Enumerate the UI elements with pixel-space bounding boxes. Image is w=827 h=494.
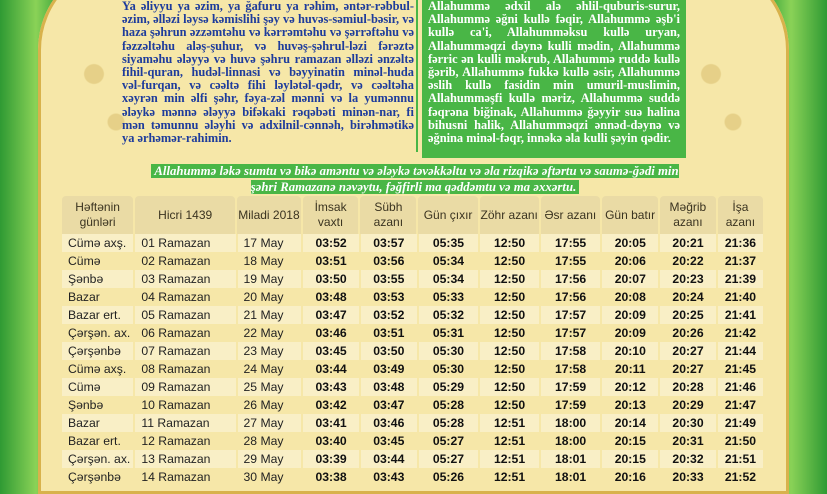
asr-time-cell: 18:00 [555,434,587,448]
sunset-time-cell: 20:16 [614,470,646,484]
weekday-cell: Şənbə [68,398,104,412]
fajr-time-cell: 03:48 [361,378,417,396]
table-row [62,414,765,432]
dhuhr-time-cell: 12:51 [480,450,539,468]
gregorian-date-cell: 30 May [243,470,284,484]
asr-time-cell: 17:56 [541,270,601,288]
dhuhr-time-cell: 12:51 [480,414,539,432]
isha-time-cell: 21:47 [724,398,757,412]
sunset-time-cell: 20:06 [614,254,646,268]
asr-time-cell: 17:58 [541,342,601,360]
sunrise-time-cell: 05:30 [419,342,479,360]
isha-time-cell: 21:46 [718,378,763,396]
iftar-intention-text: Allahummə ləkə sumtu və bikə aməntu və ələykə təvəkkəltu və əla rizqikə əftərtu və saumə-ğədi min şəhri Ramazanə nəvəytu, fəğfirli ma qəddəmtu və ma əxxərtu. [151,164,678,194]
ramadan-timetable [62,196,765,486]
hijri-date-cell: 11 Ramazan [135,414,235,432]
gregorian-date-cell: 17 May [238,234,302,252]
maghrib-time-cell: 20:28 [660,378,716,396]
isha-time-cell: 21:41 [718,306,763,324]
gregorian-date-cell: 21 May [238,306,302,324]
fajr-time-cell: 03:49 [373,362,405,376]
isha-time-cell: 21:49 [718,414,763,432]
maghrib-time-cell: 20:27 [660,342,716,360]
header-imsak: İmsak vaxtı [303,196,359,234]
sunrise-time-cell: 05:28 [419,414,479,432]
asr-time-cell: 18:01 [541,450,601,468]
asr-time-cell: 18:01 [555,470,587,484]
hijri-date-cell: 10 Ramazan [141,398,211,412]
weekday-cell: Bazar [68,290,100,304]
asr-time-cell: 17:58 [555,362,587,376]
imsak-time-cell: 03:44 [315,362,347,376]
hijri-date-cell: 08 Ramazan [141,362,211,376]
sunset-time-cell: 20:12 [602,378,658,396]
maghrib-time-cell: 20:33 [672,470,704,484]
table-row [62,360,765,378]
sunset-time-cell: 20:07 [602,270,658,288]
fajr-time-cell: 03:56 [373,254,405,268]
table-row [62,468,765,486]
dhuhr-time-cell: 12:50 [493,326,526,340]
hijri-date-cell: 02 Ramazan [141,254,211,268]
dhuhr-time-cell: 12:50 [493,290,526,304]
header-hijri: Hicri 1439 [135,196,235,234]
sunset-time-cell: 20:09 [614,326,646,340]
gregorian-date-cell: 18 May [243,254,284,268]
isha-time-cell: 21:50 [724,434,757,448]
dhuhr-time-cell: 12:51 [493,434,526,448]
fajr-time-cell: 03:51 [373,326,405,340]
fajr-time-cell: 03:46 [361,414,417,432]
sunset-time-cell: 20:08 [614,290,646,304]
sunset-time-cell: 20:15 [614,434,646,448]
sunset-time-cell: 20:14 [602,414,658,432]
isha-time-cell: 21:52 [724,470,757,484]
table-row [62,432,765,450]
isha-time-cell: 21:40 [724,290,757,304]
maghrib-time-cell: 20:29 [672,398,704,412]
fajr-time-cell: 03:50 [361,342,417,360]
hijri-date-cell: 03 Ramazan [135,270,235,288]
asr-time-cell: 17:56 [555,290,587,304]
sunrise-time-cell: 05:34 [432,254,465,268]
weekday-cell: Şənbə [62,270,133,288]
gregorian-date-cell: 25 May [238,378,302,396]
fajr-time-cell: 03:44 [361,450,417,468]
weekday-cell: Bazar [62,414,133,432]
sunset-time-cell: 20:13 [614,398,646,412]
asr-time-cell: 17:55 [555,254,587,268]
hijri-date-cell: 06 Ramazan [141,326,211,340]
prayer-divider [416,0,418,152]
dhuhr-time-cell: 12:50 [493,398,526,412]
hijri-date-cell: 07 Ramazan [135,342,235,360]
weekday-cell: Çərşənbə [68,470,121,484]
imsak-time-cell: 03:51 [315,254,347,268]
iftar-intention [150,163,680,195]
timetable-header [62,196,765,234]
imsak-time-cell: 03:40 [315,434,347,448]
sunset-time-cell: 20:10 [602,342,658,360]
gregorian-date-cell: 20 May [243,290,284,304]
maghrib-time-cell: 20:25 [660,306,716,324]
prayer-text-left: Ya əliyyu ya əzim, ya ğafuru ya rəhim, əntər-rəbbul-əzim, əlləzi ləysə kəmislihi şəy və huvəs-səmiul-bəsir, və haza şəhrun əzzəmtəhu və kərrəmtəhu və şərrəftəhu və fəzzəltəhu aləş-şuhur, və huvəş-şəhrul-ləzi fərəztə siyaməhu ələyyə və huvə şəhru ramazan əlləzi ənzəltə fihil-quran, hudəl-linnasi və bəyyinatin minəl-huda vəl-furqan, və cəəltə fihi ləylətəl-qədr, və cəəltəha xəyrən min əlfi şəhr, fəya-zəl mənni və la yumənnu ələykə mənnə ələyyə bifəkaki rəqəbəti minən-nar, fi mən təmunnu ələyhi və adxilnil-cənnəh, birəhmətikə ya ərhəmər-rahimin. [122,0,414,146]
imsak-time-cell: 03:47 [303,306,359,324]
gregorian-date-cell: 24 May [243,362,284,376]
weekday-cell: Çərşən. ax. [68,326,131,340]
weekday-cell: Cümə axş. [68,362,127,376]
asr-time-cell: 17:57 [541,306,601,324]
sunrise-time-cell: 05:33 [432,290,465,304]
imsak-time-cell: 03:41 [303,414,359,432]
fajr-time-cell: 03:43 [373,470,405,484]
gregorian-date-cell: 22 May [243,326,284,340]
imsak-time-cell: 03:38 [315,470,347,484]
sunrise-time-cell: 05:34 [419,270,479,288]
weekday-cell: Cümə axş. [62,234,133,252]
weekday-cell: Bazar ert. [68,434,121,448]
imsak-time-cell: 03:48 [315,290,347,304]
gregorian-date-cell: 29 May [238,450,302,468]
dhuhr-time-cell: 12:50 [480,378,539,396]
isha-time-cell: 21:45 [724,362,757,376]
fajr-time-cell: 03:57 [361,234,417,252]
dhuhr-time-cell: 12:50 [493,254,526,268]
imsak-time-cell: 03:43 [303,378,359,396]
header-asr: Əsr azanı [541,196,601,234]
sunrise-time-cell: 05:29 [419,378,479,396]
hijri-date-cell: 13 Ramazan [135,450,235,468]
maghrib-time-cell: 20:30 [660,414,716,432]
maghrib-time-cell: 20:31 [672,434,704,448]
table-row [62,252,765,270]
maghrib-time-cell: 20:27 [672,362,704,376]
hijri-date-cell: 09 Ramazan [135,378,235,396]
asr-time-cell: 17:59 [541,378,601,396]
maghrib-time-cell: 20:24 [672,290,704,304]
header-sunset: Gün batır [602,196,658,234]
weekday-cell: Çərşənbə [62,342,133,360]
fajr-time-cell: 03:53 [373,290,405,304]
timetable-body [62,234,765,486]
isha-time-cell: 21:51 [718,450,763,468]
isha-time-cell: 21:44 [718,342,763,360]
dhuhr-time-cell: 12:50 [480,306,539,324]
table-row [62,342,765,360]
gregorian-date-cell: 28 May [243,434,284,448]
table-row [62,396,765,414]
asr-time-cell: 17:55 [541,234,601,252]
header-maghrib: Məğrib azanı [660,196,716,234]
fajr-time-cell: 03:55 [361,270,417,288]
sunset-time-cell: 20:15 [602,450,658,468]
gregorian-date-cell: 23 May [238,342,302,360]
maghrib-time-cell: 20:23 [660,270,716,288]
fajr-time-cell: 03:45 [373,434,405,448]
gregorian-date-cell: 19 May [238,270,302,288]
maghrib-time-cell: 20:32 [660,450,716,468]
hijri-date-cell: 12 Ramazan [141,434,211,448]
table-row [62,288,765,306]
asr-time-cell: 18:00 [541,414,601,432]
header-isha: İşa azanı [718,196,763,234]
hijri-date-cell: 04 Ramazan [141,290,211,304]
table-row [62,450,765,468]
maghrib-time-cell: 20:26 [672,326,704,340]
sunset-time-cell: 20:05 [602,234,658,252]
weekday-cell: Bazar ert. [62,306,133,324]
weekday-cell: Cümə [68,254,101,268]
isha-time-cell: 21:36 [718,234,763,252]
imsak-time-cell: 03:42 [315,398,347,412]
header-fajr: Sübh azanı [360,196,416,234]
isha-time-cell: 21:39 [718,270,763,288]
gregorian-date-cell: 27 May [238,414,302,432]
sunrise-time-cell: 05:27 [432,434,465,448]
imsak-time-cell: 03:45 [303,342,359,360]
isha-time-cell: 21:42 [724,326,757,340]
header-dhuhr: Zöhr azanı [480,196,539,234]
sunrise-time-cell: 05:32 [419,306,479,324]
imsak-time-cell: 03:50 [303,270,359,288]
maghrib-time-cell: 20:21 [660,234,716,252]
table-row [62,270,765,288]
dhuhr-time-cell: 12:51 [493,470,526,484]
dhuhr-time-cell: 12:50 [493,362,526,376]
gregorian-date-cell: 26 May [243,398,284,412]
asr-time-cell: 17:59 [555,398,587,412]
weekday-cell: Çərşən. ax. [62,450,133,468]
sunrise-time-cell: 05:31 [432,326,465,340]
sunrise-time-cell: 05:30 [432,362,465,376]
imsak-time-cell: 03:52 [303,234,359,252]
table-row [62,306,765,324]
dhuhr-time-cell: 12:50 [480,234,539,252]
dhuhr-time-cell: 12:50 [480,270,539,288]
hijri-date-cell: 14 Ramazan [141,470,211,484]
fajr-time-cell: 03:47 [373,398,405,412]
header-gregorian: Miladi 2018 [237,196,300,234]
sunrise-time-cell: 05:27 [419,450,479,468]
imsak-time-cell: 03:39 [303,450,359,468]
sunset-time-cell: 20:11 [615,362,646,376]
isha-time-cell: 21:37 [724,254,757,268]
sunrise-time-cell: 05:35 [419,234,479,252]
weekday-cell: Cümə [62,378,133,396]
table-row [62,378,765,396]
header-weekday: Həftənin günləri [62,196,133,234]
sunset-time-cell: 20:09 [602,306,658,324]
imsak-time-cell: 03:46 [315,326,347,340]
prayer-text-right: Allahummə ədxil alə əhlil-quburis-surur, Allahummə əğni kullə fəqir, Allahummə əşb'i kullə ca'i, Allahumməksu kullə uryan, Allahumməqzi dəynə kulli mədin, Allahummə fərric ən kulli məkrub, Allahummə ruddə kullə ğərib, Allahummə fukkə kullə əsir, Allahummə əslih kullə fasidin min umuril-muslimin, Allahumməşfi kullə məriz, Allahummə suddə fəqrəna biğinak, Allahummə ğəyyir suə halina bihusni halik, Allahumməqzi ənnəd-dəynə və əğnina minəl-fəqr, innəkə əla kulli şəyin qədir. [422,0,686,158]
table-row [62,324,765,342]
sunrise-time-cell: 05:28 [432,398,465,412]
fajr-time-cell: 03:52 [361,306,417,324]
sunrise-time-cell: 05:26 [432,470,465,484]
table-row [62,234,765,252]
hijri-date-cell: 01 Ramazan [135,234,235,252]
dhuhr-time-cell: 12:50 [480,342,539,360]
hijri-date-cell: 05 Ramazan [135,306,235,324]
maghrib-time-cell: 20:22 [672,254,704,268]
asr-time-cell: 17:57 [555,326,587,340]
header-sunrise: Gün çıxır [418,196,478,234]
